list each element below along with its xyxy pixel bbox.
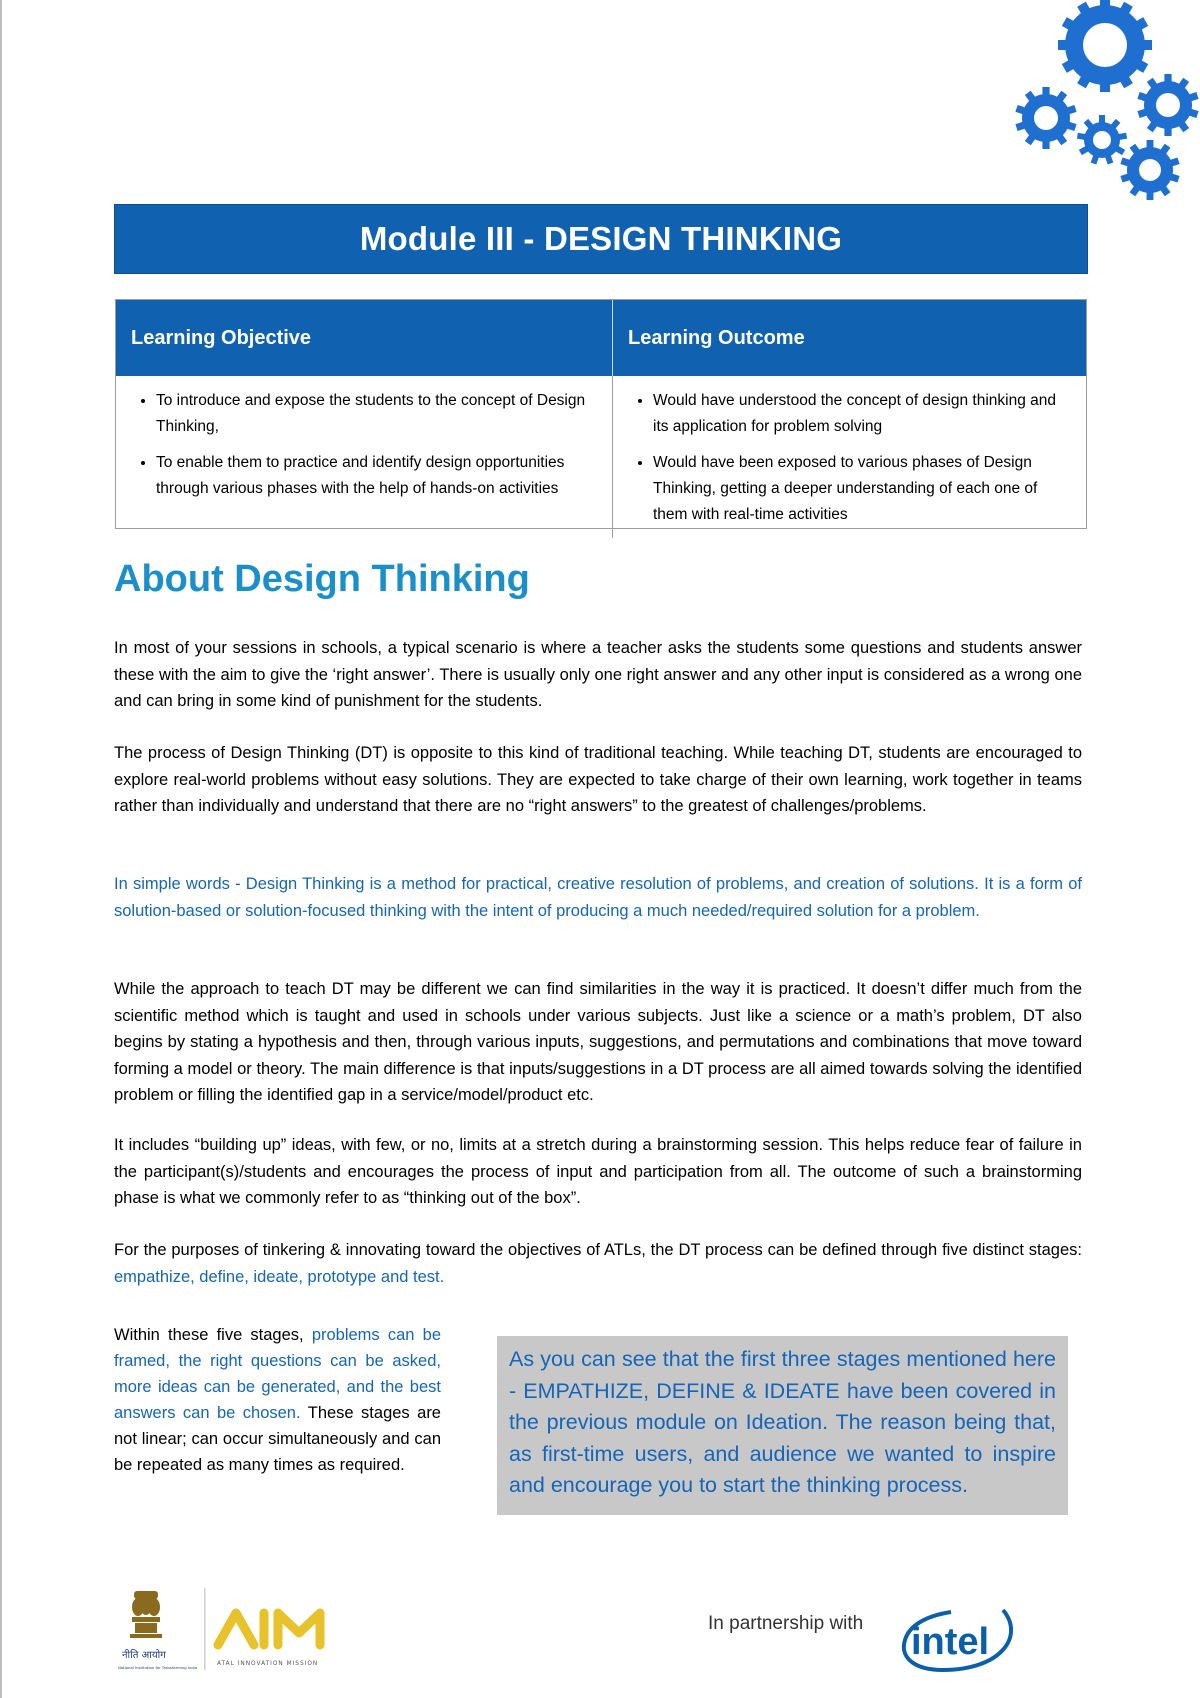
gear-icon [1015, 87, 1076, 149]
gear-icon [1137, 74, 1198, 136]
niti-aayog-subtext: National Institution for Transforming India [118, 1665, 198, 1670]
intel-wordmark: intel [911, 1621, 990, 1663]
objective-list [130, 388, 598, 502]
paragraph: The process of Design Thinking (DT) is opposite to this kind of traditional teaching. While teaching DT, students are encouraged to explore real-world problems without easy solutions. They are expected to take charge of their own learning, work together in teams rather than individually and understand that there are no “right answers” to the greatest of challenges/problems. [114, 744, 1082, 815]
learning-outcome-header: Learning Outcome [613, 300, 1086, 376]
module-title: Module III - DESIGN THINKING [359, 220, 843, 257]
partnership-label: In partnership with [708, 1613, 864, 1634]
learning-outcome-cell [613, 376, 1086, 538]
learning-objective-header: Learning Objective [116, 300, 613, 376]
stages-list-text: empathize, define, ideate, prototype and test. [114, 1267, 445, 1286]
niti-aayog-label: नीति आयोग [122, 1650, 166, 1661]
page-border [0, 0, 2, 1698]
learning-table [115, 299, 1087, 529]
learning-objective-cell [116, 376, 613, 538]
callout-box [497, 1336, 1068, 1515]
callout-text: As you can see that the first three stages mentioned here - EMPATHIZE, DEFINE & IDEATE have been covered in the previous module on Ideation. The reason being that, as first-time users, and audience we wanted to inspire and encourage you to start the thinking process. [509, 1347, 1056, 1497]
logo-divider [204, 1588, 206, 1670]
outcome-item: • Would have been exposed to various phases of Design Thinking, getting a deeper understanding of each one of them with real-time activities [653, 450, 1072, 528]
stages-end-text: These stages are not linear; can occur simultaneously and can be repeated as many times as required. [114, 1404, 441, 1474]
gear-icon [1058, 0, 1152, 92]
paragraph: While the approach to teach DT may be different we can find similarities in the way it is practiced. It doesn’t differ much from the scientific method which is taught and used in schools under various subjects. Just like a science or a math’s problem, DT also begins by stating a hypothesis and then, through various inputs, suggestions, and permutations and combinations that move toward forming a model or theory. The main difference is that inputs/suggestions in a DT process are all aimed towards solving the identified problem or filling the identified gap in a service/model/product etc. [114, 980, 1082, 1104]
aim-mission-label: ATAL INNOVATION MISSION [217, 1661, 319, 1667]
stages-highlight-text: problems can be framed, the right questions can be asked, more ideas can be generated, and the best answers can be chosen. [114, 1326, 441, 1422]
module-title-banner [114, 204, 1088, 274]
gear-icon [1120, 140, 1179, 200]
stages-intro-text: For the purposes of tinkering & innovating toward the objectives of ATLs, the DT process can be defined through five distinct stages: [114, 1241, 1082, 1259]
emblem-icon [130, 1591, 162, 1638]
paragraph: It includes “building up” ideas, with few, or no, limits at a stretch during a brainstorming session. This helps reduce fear of failure in the participant(s)/students and encourages the process of input and participation from all. The outcome of such a brainstorming phase is what we commonly refer to as “thinking out of the box”. [114, 1136, 1082, 1207]
footer-logos [118, 1585, 368, 1675]
outcome-list [627, 388, 1072, 528]
aim-logo-icon [218, 1613, 320, 1645]
highlight-paragraph: In simple words - Design Thinking is a method for practical, creative resolution of problems, and creation of solutions. It is a form of solution-based or solution-focused thinking with the intent of producing a much needed/required solution for a problem. [114, 875, 1082, 920]
stages-lead-text: Within these five stages, [114, 1326, 312, 1344]
gear-icon [1077, 115, 1127, 165]
paragraph: In most of your sessions in schools, a typical scenario is where a teacher asks the students some questions and students answer these with the aim to give the ‘right answer’. There is usually only one right answer and any other input is considered as a wrong one and can bring in some kind of punishment for the students. [114, 639, 1082, 710]
paragraph [114, 1237, 1082, 1290]
objective-item: • To introduce and expose the students to the concept of Design Thinking, [156, 388, 598, 440]
section-heading: About Design Thinking [114, 558, 530, 600]
intel-logo [897, 1592, 1021, 1682]
stages-paragraph [114, 1322, 441, 1478]
gears-icon [1010, 0, 1200, 205]
objective-item: • To enable them to practice and identify design opportunities through various phases with the help of hands-on activities [156, 450, 598, 502]
outcome-item: • Would have understood the concept of design thinking and its application for problem solving [653, 388, 1072, 440]
